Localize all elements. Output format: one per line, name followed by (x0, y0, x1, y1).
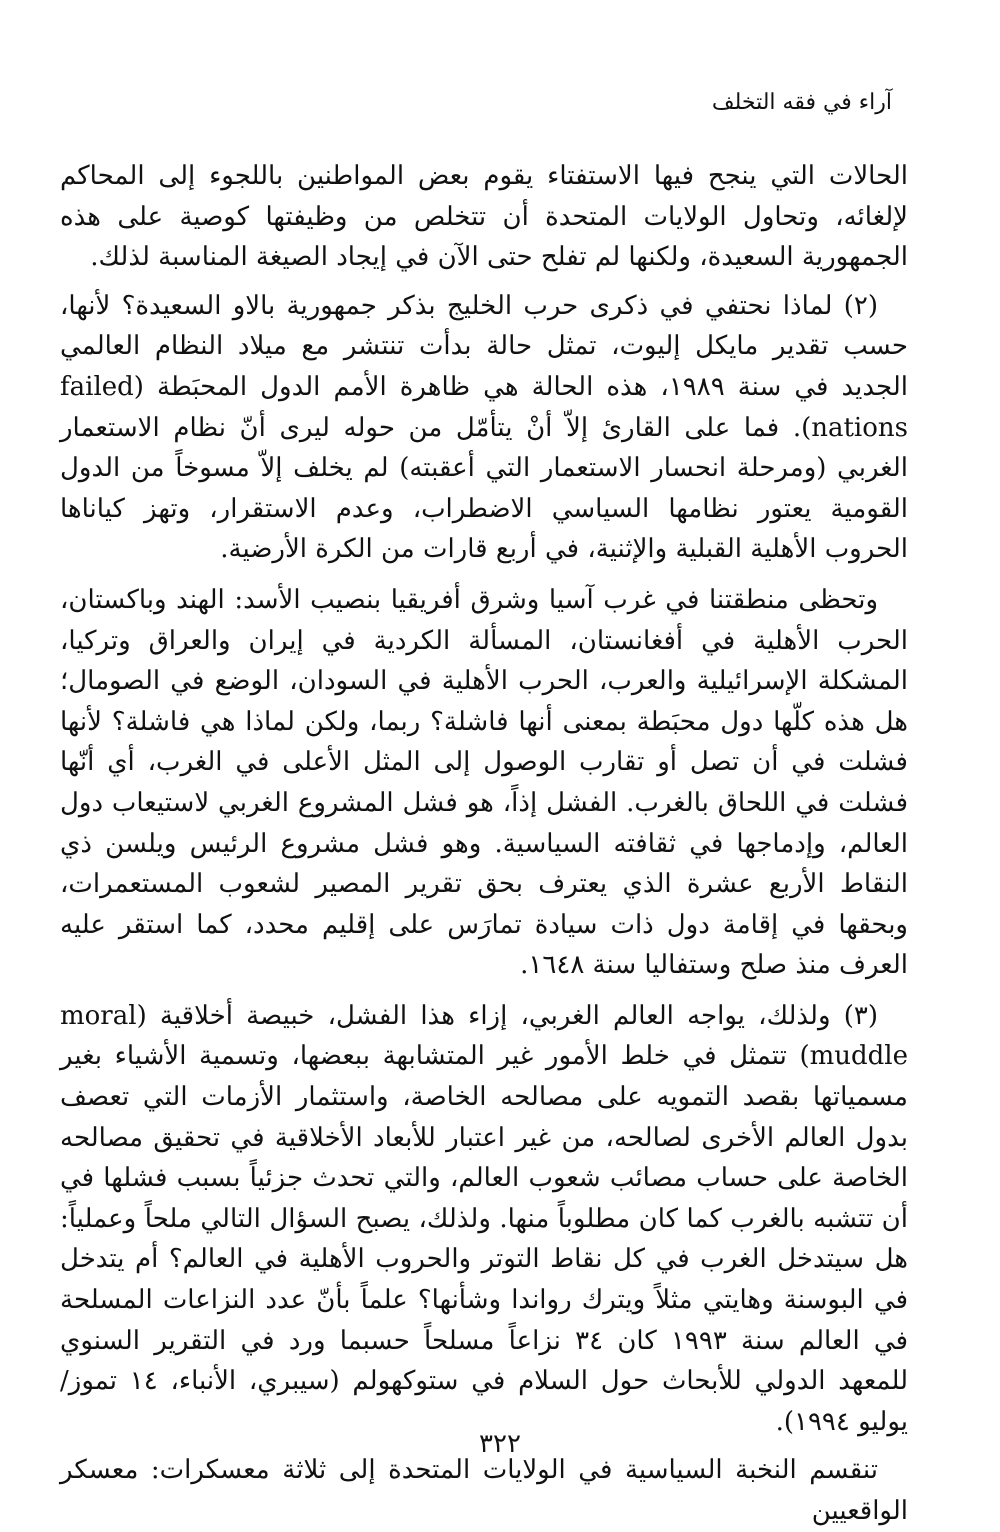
body-text (60, 156, 908, 1532)
running-header-title: آراء في فقه التخلف (711, 90, 892, 115)
paragraph-continuation: الحالات التي ينجح فيها الاستفتاء يقوم بعض المواطنين باللجوء إلى المحاكم لإلغائه، وتحاول الولايات المتحدة أن تتخلص من وظيفتها كوصية على هذه الجمهورية السعيدة، ولكنها لم تفلح حتى الآن في إيجاد الصيغة المناسبة لذلك. (60, 161, 908, 273)
paragraph-region: وتحظى منطقتنا في غرب آسيا وشرق أفريقيا بنصيب الأسد: الهند وباكستان، الحرب الأهلية في أفغانستان، المسألة الكردية في إيران والعراق وتركيا، المشكلة الإسرائيلية والعرب، الحرب الأهلية في السودان، الوضع في الصومال؛ هل هذه كلّها دول محبَطة بمعنى أنها فاشلة؟ ربما، ولكن لماذا هي فاشلة؟ لأنها فشلت في أن تصل أو تقارب الوصول إلى المثل الأعلى في الغرب، أي أنّها فشلت في اللحاق بالغرب. الفشل إذاً، هو فشل المشروع الغربي لاستيعاب دول العالم، وإدماجها في ثقافته السياسية. وهو فشل مشروع الرئيس ويلسن ذي النقاط الأربع عشرة الذي يعترف بحق تقرير المصير لشعوب المستعمرات، وبحقها في إقامة دول ذات سيادة تمارَس على إقليم محدد، كما استقر عليه العرف منذ صلح وستفاليا سنة ١٦٤٨. (60, 584, 909, 981)
paragraph-point-3: (٣) ولذلك، يواجه العالم الغربي، إزاء هذا الفشل، خبيصة أخلاقية (moral muddle) تتمثل في خلط الأمور غير المتشابهة ببعضها، وتسمية الأشياء بغير مسمياتها بقصد التمويه على مصالحه الخاصة، واستثمار الأزمات التي تعصف بدول العالم الأخرى لصالحه، من غير اعتبار للأبعاد الأخلاقية في تحقيق مصالحه الخاصة على حساب مصائب شعوب العالم، والتي تحدث جزئياً بسبب فشلها في أن تتشبه بالغرب كما كان مطلوباً منها. ولذلك، يصبح السؤال التالي ملحاً وعملياً: هل سيتدخل الغرب في كل نقاط التوتر والحروب الأهلية في العالم؟ أم يتدخل في البوسنة وهايتي مثلاً ويترك رواندا وشأنها؟ علماً بأنّ عدد النزاعات المسلحة في العالم سنة ١٩٩٣ كان ٣٤ نزاعاً مسلحاً حسبما ورد في التقرير السنوي للمعهد الدولي للأبحاث حول السلام في ستوكهولم (سيبري، الأنباء، ١٤ تموز/يوليو ١٩٩٤). (60, 1000, 908, 1437)
paragraph-point-2: (٢) لماذا نحتفي في ذكرى حرب الخليج بذكر جمهورية بالاو السعيدة؟ لأنها، حسب تقدير مايكل إليوت، تمثل حالة بدأت تنتشر مع ميلاد النظام العالمي الجديد في سنة ١٩٨٩، هذه الحالة هي ظاهرة الأمم الدول المحبَطة (failed nations). فما على القارئ إلاّ أنْ يتأمّل من حوله ليرى أنّ نظام الاستعمار الغربي (ومرحلة انحسار الاستعمار التي أعقبته) لم يخلف إلاّ مسوخاً من الدول القومية يعتور نظامها السياسي الاضطراب، وعدم الاستقرار، وتهز كياناها الحروب الأهلية القبلية والإثنية، في أربع قارات من الكرة الأرضية. (60, 290, 908, 565)
page-number: ٣٢٢ (479, 1429, 521, 1459)
paragraph-political-elite: تنقسم النخبة السياسية في الولايات المتحدة إلى ثلاثة معسكرات: معسكر الواقعيين (60, 1455, 908, 1526)
